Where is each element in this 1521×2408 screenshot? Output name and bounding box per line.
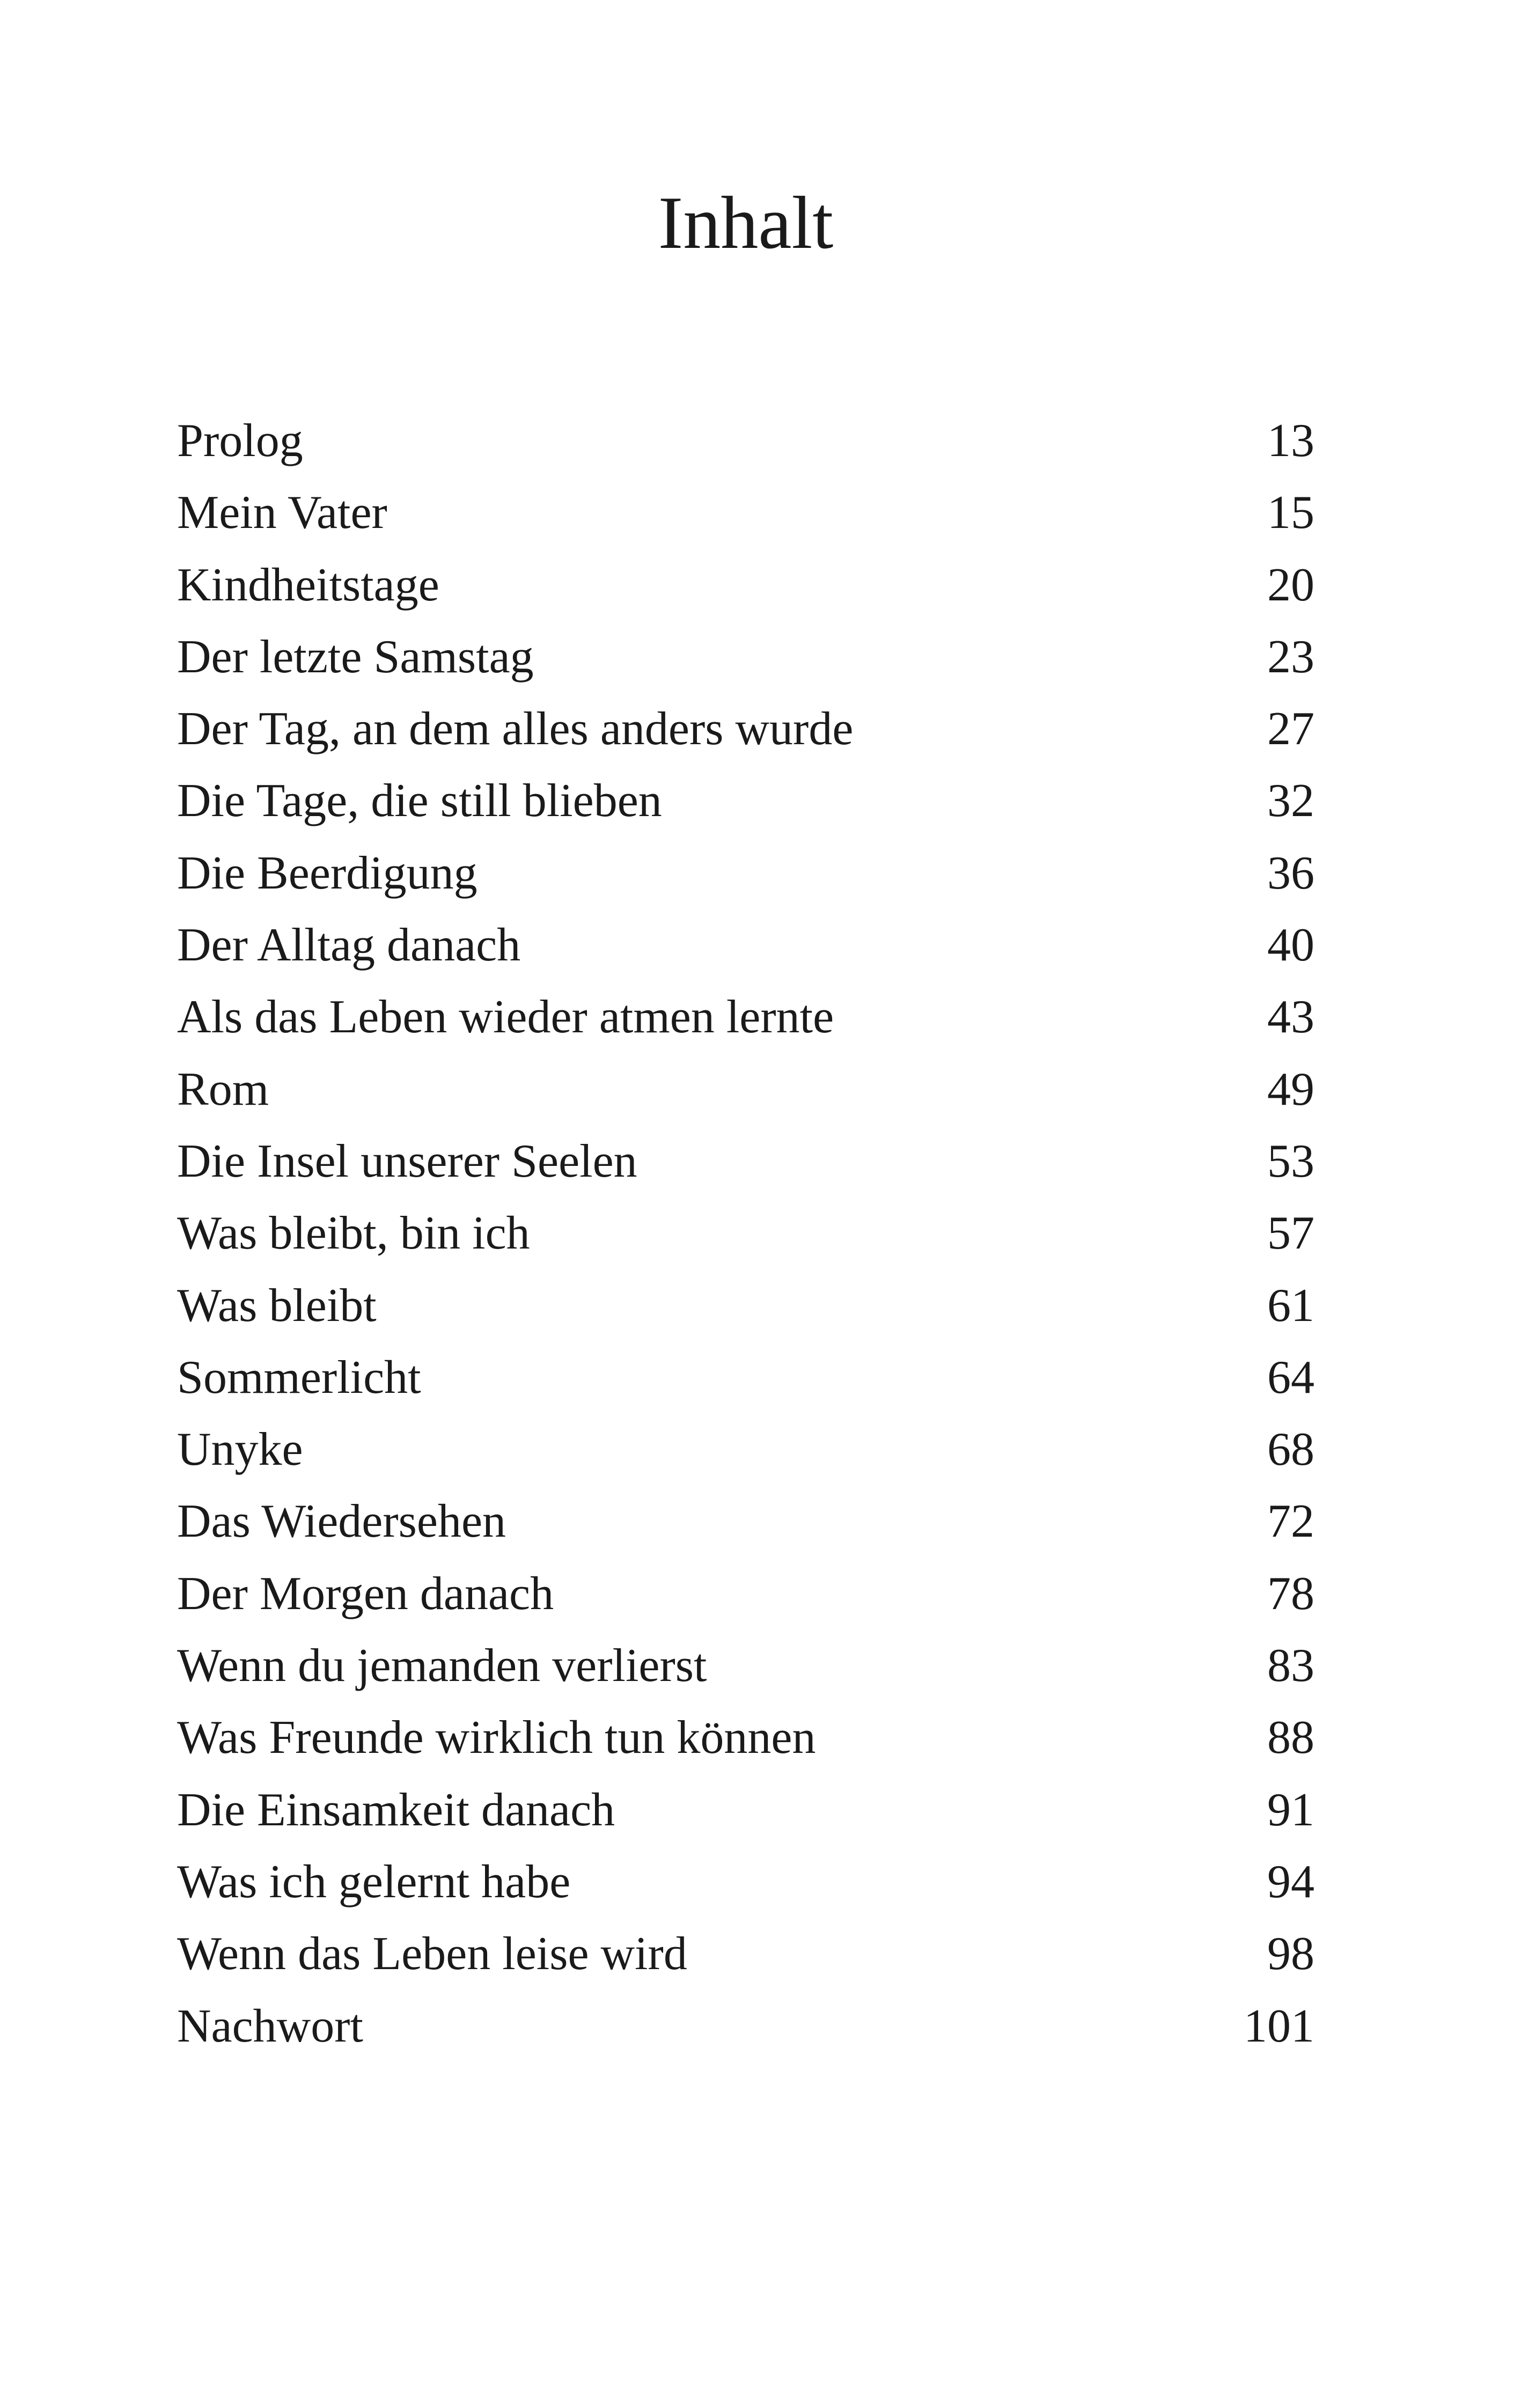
toc-entry[interactable] — [177, 1342, 1314, 1414]
toc-entry-page: 72 — [1267, 1495, 1314, 1548]
toc-entry-title: Sommerlicht — [177, 1351, 421, 1404]
toc-entry-page: 61 — [1267, 1279, 1314, 1332]
toc-entry-page: 78 — [1267, 1567, 1314, 1620]
toc-entry-title: Nachwort — [177, 2000, 363, 2052]
toc-entry[interactable] — [177, 981, 1314, 1053]
toc-entry-title: Prolog — [177, 415, 303, 467]
toc-entry[interactable] — [177, 1774, 1314, 1846]
toc-entry-title: Die Beerdigung — [177, 847, 477, 899]
toc-entry-title: Was bleibt — [177, 1279, 377, 1332]
toc-entry-page: 36 — [1267, 847, 1314, 899]
toc-entry[interactable] — [177, 1630, 1314, 1702]
toc-entry-title: Wenn du jemanden verlierst — [177, 1640, 707, 1692]
toc-entry-title: Die Einsamkeit danach — [177, 1783, 615, 1836]
toc-entry-page: 83 — [1267, 1640, 1314, 1692]
toc-entry-title: Der letzte Samstag — [177, 630, 534, 683]
toc-entry-title: Der Alltag danach — [177, 919, 521, 972]
toc-entry[interactable] — [177, 693, 1314, 765]
toc-entry-page: 23 — [1267, 630, 1314, 683]
toc-entry-page: 27 — [1267, 703, 1314, 755]
toc-entry-title: Als das Leben wieder atmen lernte — [177, 991, 834, 1044]
toc-entry-title: Die Tage, die still blieben — [177, 775, 662, 827]
toc-entry[interactable] — [177, 1414, 1314, 1486]
toc-entry-title: Was ich gelernt habe — [177, 1855, 571, 1908]
toc-entry[interactable] — [177, 765, 1314, 837]
toc-entry-page: 68 — [1267, 1423, 1314, 1476]
toc-entry-title: Was bleibt, bin ich — [177, 1207, 530, 1260]
toc-entry-page: 13 — [1267, 415, 1314, 467]
toc-entry-page: 40 — [1267, 919, 1314, 972]
toc-entry[interactable] — [177, 1702, 1314, 1774]
toc-entry-title: Die Insel unserer Seelen — [177, 1135, 637, 1187]
toc-entry-page: 101 — [1244, 2000, 1314, 2052]
toc-entry[interactable] — [177, 1486, 1314, 1558]
table-of-contents — [177, 405, 1314, 2062]
toc-entry[interactable] — [177, 838, 1314, 909]
toc-entry[interactable] — [177, 477, 1314, 549]
toc-entry-page: 94 — [1267, 1855, 1314, 1908]
toc-entry-page: 88 — [1267, 1712, 1314, 1764]
toc-entry-page: 49 — [1267, 1063, 1314, 1115]
toc-entry[interactable] — [177, 1126, 1314, 1198]
toc-entry[interactable] — [177, 909, 1314, 981]
toc-entry-title: Was Freunde wirklich tun können — [177, 1712, 816, 1764]
toc-entry[interactable] — [177, 405, 1314, 477]
toc-entry-page: 15 — [1267, 487, 1314, 539]
toc-entry[interactable] — [177, 1558, 1314, 1630]
toc-entry-title: Mein Vater — [177, 487, 387, 539]
toc-entry-title: Rom — [177, 1063, 269, 1115]
toc-entry[interactable] — [177, 1918, 1314, 1990]
toc-entry-title: Das Wiedersehen — [177, 1495, 506, 1548]
toc-entry-title: Der Morgen danach — [177, 1567, 554, 1620]
toc-entry-page: 43 — [1267, 991, 1314, 1044]
toc-entry-title: Der Tag, an dem alles anders wurde — [177, 703, 854, 755]
toc-entry-page: 98 — [1267, 1928, 1314, 1980]
toc-entry-page: 91 — [1267, 1783, 1314, 1836]
toc-entry[interactable] — [177, 1991, 1314, 2062]
toc-entry[interactable] — [177, 1846, 1314, 1918]
toc-entry-title: Wenn das Leben leise wird — [177, 1928, 687, 1980]
toc-entry-title: Unyke — [177, 1423, 303, 1476]
toc-entry[interactable] — [177, 621, 1314, 693]
toc-entry-page: 53 — [1267, 1135, 1314, 1187]
toc-entry[interactable] — [177, 549, 1314, 621]
toc-entry-title: Kindheitstage — [177, 559, 439, 611]
toc-entry[interactable] — [177, 1270, 1314, 1342]
toc-entry-page: 64 — [1267, 1351, 1314, 1404]
page-title: Inhalt — [658, 181, 834, 265]
toc-entry[interactable] — [177, 1198, 1314, 1269]
toc-entry-page: 57 — [1267, 1207, 1314, 1260]
toc-entry[interactable] — [177, 1054, 1314, 1126]
toc-entry-page: 32 — [1267, 775, 1314, 827]
toc-entry-page: 20 — [1267, 559, 1314, 611]
